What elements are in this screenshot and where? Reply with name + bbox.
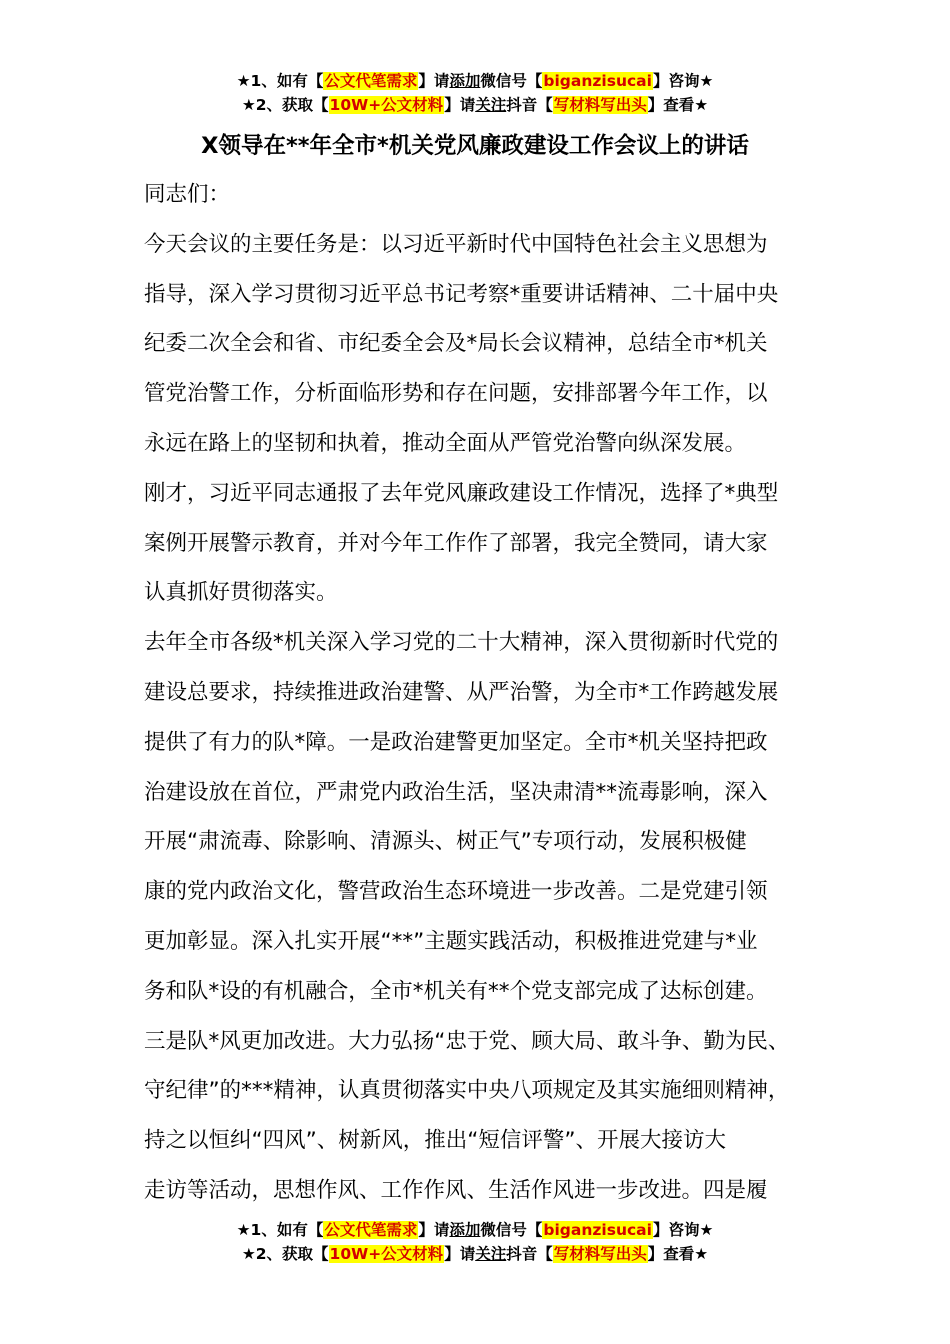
paragraph-line: 治建设放在首位，严肃党内政治生活，坚决肃清**流毒影响，深入: [144, 779, 768, 805]
banner-line-1: [0, 1218, 950, 1242]
banner-highlight: biganzisucai: [543, 1221, 652, 1239]
banner-text: 】咨询★: [652, 72, 714, 90]
paragraph-line: 去年全市各级*机关深入学习党的二十大精神，深入贯彻新时代党的: [144, 630, 779, 656]
paragraph-line: 案例开展警示教育，并对今年工作作了部署，我完全赞同，请大家: [144, 530, 768, 556]
banner-text: 微信号【: [480, 72, 543, 90]
banner-text: 】查看★: [647, 96, 709, 114]
paragraph-line: 指导，深入学习贯彻习近平总书记考察*重要讲话精神、二十届中央: [144, 281, 779, 307]
banner-highlight: 写材料写出头: [553, 96, 647, 114]
document-body: [144, 170, 834, 1216]
paragraph-line: 刚才，习近平同志通报了去年党风廉政建设工作情况，选择了*典型: [144, 480, 779, 506]
document-title: X领导在**年全市*机关党风廉政建设工作会议上的讲话: [201, 133, 749, 159]
banner-line-2: [0, 93, 950, 117]
banner-text: ★1、如有【: [236, 72, 324, 90]
banner-text: 】请: [418, 1221, 450, 1239]
paragraph-line: 今天会议的主要任务是：以习近平新时代中国特色社会主义思想为: [144, 231, 768, 257]
banner-highlight: biganzisucai: [543, 72, 652, 90]
paragraph-line: 提供了有力的队*障。一是政治建警更加坚定。全市*机关坚持把政: [144, 729, 768, 755]
banner-text: ★2、获取【: [241, 96, 329, 114]
banner-highlight: 写材料写出头: [553, 1245, 647, 1263]
paragraph-line: 更加彰显。深入扎实开展“**”主题实践活动，积极推进党建与*业: [144, 928, 758, 954]
banner-text: 微信号【: [480, 1221, 543, 1239]
banner-text: 抖音【: [506, 96, 553, 114]
paragraph-line: 守纪律”的***精神，认真贯彻落实中央八项规定及其实施细则精神，: [144, 1078, 790, 1104]
banner-text: 】请: [418, 72, 450, 90]
paragraph-line: 康的党内政治文化，警营政治生态环境进一步改善。二是党建引领: [144, 879, 768, 905]
paragraph-line: 持之以恒纠“四风”、树新风，推出“短信评警”、开展大接访大: [144, 1128, 727, 1154]
banner-underline: 关注: [475, 96, 507, 114]
banner-highlight: 公文代笔需求: [324, 1221, 418, 1239]
paragraph-line: 永远在路上的坚韧和执着，推动全面从严管党治警向纵深发展。: [144, 430, 747, 456]
banner-text: ★1、如有【: [236, 1221, 324, 1239]
footer-banner: [0, 1218, 950, 1266]
paragraph-line: 三是队*风更加改进。大力弘扬“忠于党、顾大局、敢斗争、勤为民、: [144, 1028, 790, 1054]
paragraph-line: 认真抓好贯彻落实。: [144, 580, 338, 606]
paragraph-line: 建设总要求，持续推进政治建警、从严治警，为全市*工作跨越发展: [144, 679, 779, 705]
banner-highlight: 公文代笔需求: [324, 72, 418, 90]
banner-text: 】请: [444, 96, 476, 114]
banner-underline: 添加: [449, 72, 481, 90]
banner-text: 】咨询★: [652, 1221, 714, 1239]
banner-line-1: [0, 69, 950, 93]
banner-text: 抖音【: [506, 1245, 553, 1263]
banner-underline: 关注: [475, 1245, 507, 1263]
paragraph-line: 走访等活动，思想作风、工作作风、生活作风进一步改进。四是履: [144, 1177, 768, 1203]
paragraph-line: 管党治警工作，分析面临形势和存在问题，安排部署今年工作，以: [144, 381, 768, 407]
banner-text: ★2、获取【: [241, 1245, 329, 1263]
paragraph-line: 开展“肃流毒、除影响、清源头、树正气”专项行动，发展积极健: [144, 829, 747, 855]
banner-text: 】查看★: [647, 1245, 709, 1263]
banner-line-2: [0, 1242, 950, 1266]
banner-highlight: 10W+公文材料: [329, 1245, 444, 1263]
banner-underline: 添加: [449, 1221, 481, 1239]
banner-text: 】请: [444, 1245, 476, 1263]
header-banner: [0, 69, 950, 117]
banner-highlight: 10W+公文材料: [329, 96, 444, 114]
paragraph-line: 同志们：: [144, 182, 231, 207]
paragraph-line: 纪委二次全会和省、市纪委全会及*局长会议精神，总结全市*机关: [144, 331, 768, 357]
paragraph-line: 务和队*设的有机融合，全市*机关有**个党支部完成了达标创建。: [144, 978, 768, 1004]
